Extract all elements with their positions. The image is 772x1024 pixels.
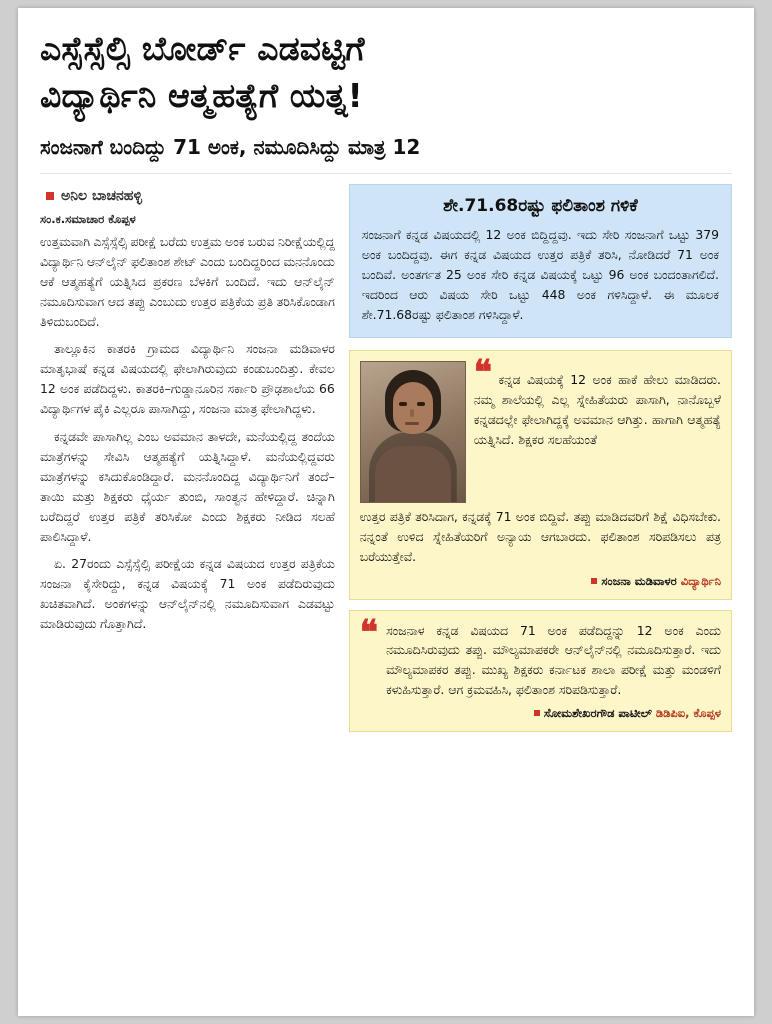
highlight-box-title: ಶೇ.71.68ರಷ್ಟು ಫಲಿತಾಂಶ ಗಳಿಕೆ bbox=[443, 195, 638, 216]
bullet-square-icon bbox=[46, 192, 54, 200]
quote-mark-icon: ❝ bbox=[473, 353, 493, 394]
bullet-square-icon bbox=[591, 578, 597, 584]
article-body bbox=[40, 184, 732, 742]
quote-attribution bbox=[360, 574, 721, 589]
page-title bbox=[40, 26, 732, 120]
left-column bbox=[40, 184, 335, 742]
header-divider bbox=[40, 173, 732, 174]
subheadline: ಸಂಜನಾಗೆ ಬಂದಿದ್ದು 71 ಅಂಕ, ನಮೂದಿಸಿದ್ದು ಮಾತ್ರ 12 bbox=[40, 134, 421, 159]
quote-mark-icon: ❝ bbox=[359, 612, 379, 653]
dateline: ಸಂ.ಕ.ಸಮಾಚಾರ ಕೊಪ್ಪಳ bbox=[40, 211, 136, 226]
newspaper-page bbox=[18, 8, 754, 1016]
paragraph: ಕನ್ನಡವೇ ಪಾಸಾಗಿಲ್ಲ ಎಂಬ ಅವಮಾನ ತಾಳದೇ, ಮನೆಯಲ್ಲಿದ್ದ ತಂದೆಯ ಮಾತ್ರೆಗಳನ್ನು ಸೇವಿಸಿ ಆತ್ಮಹತ್ಯೆಗೆ ಯತ್ನಿಸಿದ್ದಾಳೆ. ಮನೆಯಲ್ಲಿದ್ದವರು ಮಾತ್ರೆಗಳನ್ನು ಕಸಿದುಕೊಂಡಿದ್ದಾರೆ. ಮನನೊಂದಿದ್ದ ವಿದ್ಯಾರ್ಥಿನಿಗೆ ತಂದೆ–ತಾಯಿ ಮತ್ತು ಶಿಕ್ಷಕರು ಧೈರ್ಯ ತುಂಬಿ, ಸಾಂತ್ವನ ಹೇಳಿದ್ದಾರೆ. ಚಿನ್ನಾಗಿ ಬರೆದಿದ್ದರೆ ಉತ್ತರ ಪತ್ರಿಕೆ ತರಿಸಿಕೋ ಎಂದು ಶಿಕ್ಷಕರು ನೀಡಿದ ಸಲಹೆ ಪಾಲಿಸಿದ್ದಾಳೆ. bbox=[40, 428, 335, 545]
byline-author: ಅನಿಲ ಬಾಚನಹಳ್ಳಿ bbox=[61, 187, 143, 204]
quote-text: ಸಂಜನಾಳ ಕನ್ನಡ ವಿಷಯದ 71 ಅಂಕ ಪಡೆದಿದ್ದನ್ನು 12 ಅಂಕ ಎಂದು ನಮೂದಿಸಿರುವುದು ತಪ್ಪು. ಮೌಲ್ಯಮಾಪಕರೇ ಆನ್‌ಲೈನ್‌ನಲ್ಲಿ ನಮೂದಿಸುತ್ತಾರೆ. ಇದು ಮೌಲ್ಯಮಾಪಕರ ತಪ್ಪು. ಮುಖ್ಯ ಶಿಕ್ಷಕರು ಕರ್ನಾಟಕ ಶಾಲಾ ಪರೀಕ್ಷೆ ಮತ್ತು ಮಂಡಳಿಗೆ ಕಳುಹಿಸುತ್ತಾರೆ. ಆಗ ಕ್ರಮವಹಿಸಿ, ಫಲಿತಾಂಶ ಸರಿಪಡಿಸುತ್ತಾರೆ. bbox=[386, 622, 721, 698]
paragraph: ತಾಲ್ಲೂಕಿನ ಕಾತರಕಿ ಗ್ರಾಮದ ವಿದ್ಯಾರ್ಥಿನಿ ಸಂಜನಾ ಮಡಿವಾಳರ ಮಾತೃಭಾಷೆ ಕನ್ನಡ ವಿಷಯದಲ್ಲಿ ಫೇಲಾಗಿರುವುದು ಕಂಡುಬಂದಿತ್ತು. ಕೇವಲ 12 ಅಂಕ ಪಡೆದಿದ್ದಳು. ಕಾತರಕಿ–ಗುಡ್ಡಾನೂರಿನ ಸರ್ಕಾರಿ ಪ್ರೌಢಶಾಲೆಯ 66 ವಿದ್ಯಾರ್ಥಿಗಳ ಪೈಕಿ ಎಲ್ಲರೂ ಪಾಸಾಗಿದ್ದು, ಸಂಜನಾ ಮಾತ್ರ ಫೇಲಾಗಿದ್ದಳು. bbox=[40, 341, 335, 417]
headline-line-2: ವಿದ್ಯಾರ್ಥಿನಿ ಆತ್ಮಹತ್ಯೆಗೆ ಯತ್ನ! bbox=[40, 75, 363, 115]
quote-text-top: ಕನ್ನಡ ವಿಷಯಕ್ಕೆ 12 ಅಂಕ ಹಾಕೆ ಹೇಲು ಮಾಡಿದರು. ನಮ್ಮ ಶಾಲೆಯಲ್ಲಿ ಎಲ್ಲ ಸ್ನೇಹಿತೆಯರು ಪಾಸಾಗಿ, ನಾನೊಬ್ಬಳೆ ಕನ್ನಡದಲ್ಲೇ ಫೇಲಾಗಿದ್ದಕ್ಕೆ ಅವಮಾನ ಆಗಿತ್ತು. ಹಾಗಾಗಿ ಆತ್ಮಹತ್ಯೆ ಯತ್ನಿಸಿದೆ. ಶಿಕ್ಷಕರ ಸಲಹೆಯಂತೆ bbox=[473, 372, 721, 447]
highlight-box-text: ಸಂಜನಾಗೆ ಕನ್ನಡ ವಿಷಯದಲ್ಲಿ 12 ಅಂಕ ಬಿದ್ದಿದ್ದವು. ಇದು ಸೇರಿ ಸಂಜನಾಗೆ ಒಟ್ಟು 379 ಅಂಕ ಬಂದಿದ್ದವು. ಈಗ ಕನ್ನಡ ವಿಷಯದ ಉತ್ತರ ಪತ್ರಿಕೆ ತರಿಸಿ, ನೋಡಿದರೆ 71 ಅಂಕ ಬಂದಿವೆ. ಅಂತರ್ಗತ 25 ಅಂಕ ಸೇರಿ ಕನ್ನಡ ವಿಷಯಕ್ಕೆ ಒಟ್ಟು 96 ಅಂಕ ಬಂದಂತಾಗಲಿದೆ. ಇದರಿಂದ ಆರು ವಿಷಯ ಸೇರಿ ಒಟ್ಟು 448 ಅಂಕ ಗಳಿಸಿದ್ದಾಳೆ. ಈ ಮೂಲಕ ಶೇ.71.68ರಷ್ಟು ಫಲಿತಾಂಶ ಗಳಿಸಿದ್ದಾಳೆ. bbox=[361, 226, 719, 323]
quote-text-rest: ಉತ್ತರ ಪತ್ರಿಕೆ ತರಿಸಿದಾಗ, ಕನ್ನಡಕ್ಕೆ 71 ಅಂಕ ಬಿದ್ದಿವೆ. ತಪ್ಪು ಮಾಡಿದವರಿಗೆ ಶಿಕ್ಷೆ ವಿಧಿಸಬೇಕು. ನನ್ನಂತೆ ಉಳಿದ ಸ್ನೇಹಿತೆಯರಿಗೆ ಅನ್ಯಾಯ ಆಗಬಾರದು. ಫಲಿತಾಂಶ ಸರಿಪಡಿಸಲು ಪತ್ರ ಬರೆಯುತ್ತೇವೆ. bbox=[359, 509, 721, 565]
headline-line-1: ಎಸ್ಸೆಸ್ಸೆಲ್ಸಿ ಬೋರ್ಡ್ ಎಡವಟ್ಟಿಗೆ bbox=[40, 29, 365, 68]
quote-author: ಸೋಮಶೇಖರಗೌಡ ಪಾಟೀಲ್ bbox=[543, 705, 652, 720]
avatar bbox=[360, 361, 466, 503]
paragraph: ಏ. 27ರಂದು ಎಸ್ಸೆಸ್ಸೆಲ್ಸಿ ಪರೀಕ್ಷೆಯ ಕನ್ನಡ ವಿಷಯದ ಉತ್ತರ ಪತ್ರಿಕೆಯ ಸಂಜನಾ ಕೈಸೇರಿದ್ದು, ಕನ್ನಡ ವಿಷಯಕ್ಕೆ 71 ಅಂಕ ಪಡೆದಿರುವುದು ಖಚಿತವಾಗಿದೆ. ಅಂಕಗಳನ್ನು ಆನ್‌ಲೈನ್‌ನಲ್ಲಿ ನಮೂದಿಸುವಾಗ ಎಡವಟ್ಟು ಮಾಡಿರುವುದು ಗೊತ್ತಾಗಿದೆ. bbox=[40, 556, 335, 632]
bullet-square-icon bbox=[534, 710, 540, 716]
quote-author: ಸಂಜನಾ ಮಡಿವಾಳರ bbox=[601, 573, 677, 588]
quote-author-role: ಡಿಡಿಪಿಐ, ಕೊಪ್ಪಳ bbox=[655, 705, 721, 720]
highlight-box-results bbox=[349, 184, 732, 339]
right-column bbox=[349, 184, 732, 742]
quote-box-official bbox=[349, 610, 732, 732]
byline bbox=[46, 188, 335, 204]
quote-box-student bbox=[349, 350, 732, 599]
quote-attribution bbox=[360, 706, 721, 721]
paragraph: ಉತ್ತಮವಾಗಿ ಎಸ್ಸೆಸ್ಸೆಲ್ಸಿ ಪರೀಕ್ಷೆ ಬರೆದು ಉತ್ತಮ ಅಂಕ ಬರುವ ನಿರೀಕ್ಷೆಯಲ್ಲಿದ್ದ ವಿದ್ಯಾರ್ಥಿನಿ ಆನ್‌ಲೈನ್ ಫಲಿತಾಂಶ ಶೇಟ್ ಎಂದು ಬಂದಿದ್ದರಿಂದ ಮನನೊಂದು ಆಕೆ ಆತ್ಮಹತ್ಯೆಗೆ ಯತ್ನಿಸಿದ ಪ್ರಕರಣ ಬೆಳಕಿಗೆ ಬಂದಿದೆ. ಇದು ಆನ್‌ಲೈನ್ ನಮೂದಿಸುವಾಗ ಆದ ತಪ್ಪು ಎಂಬುದು ಉತ್ತರ ಪತ್ರಿಕೆಯ ಪ್ರತಿ ತರಿಸಿಕೊಂಡಾಗ ತಿಳಿದುಬಂದಿದೆ. bbox=[40, 233, 335, 330]
quote-author-role: ವಿದ್ಯಾರ್ಥಿನಿ bbox=[680, 573, 721, 588]
